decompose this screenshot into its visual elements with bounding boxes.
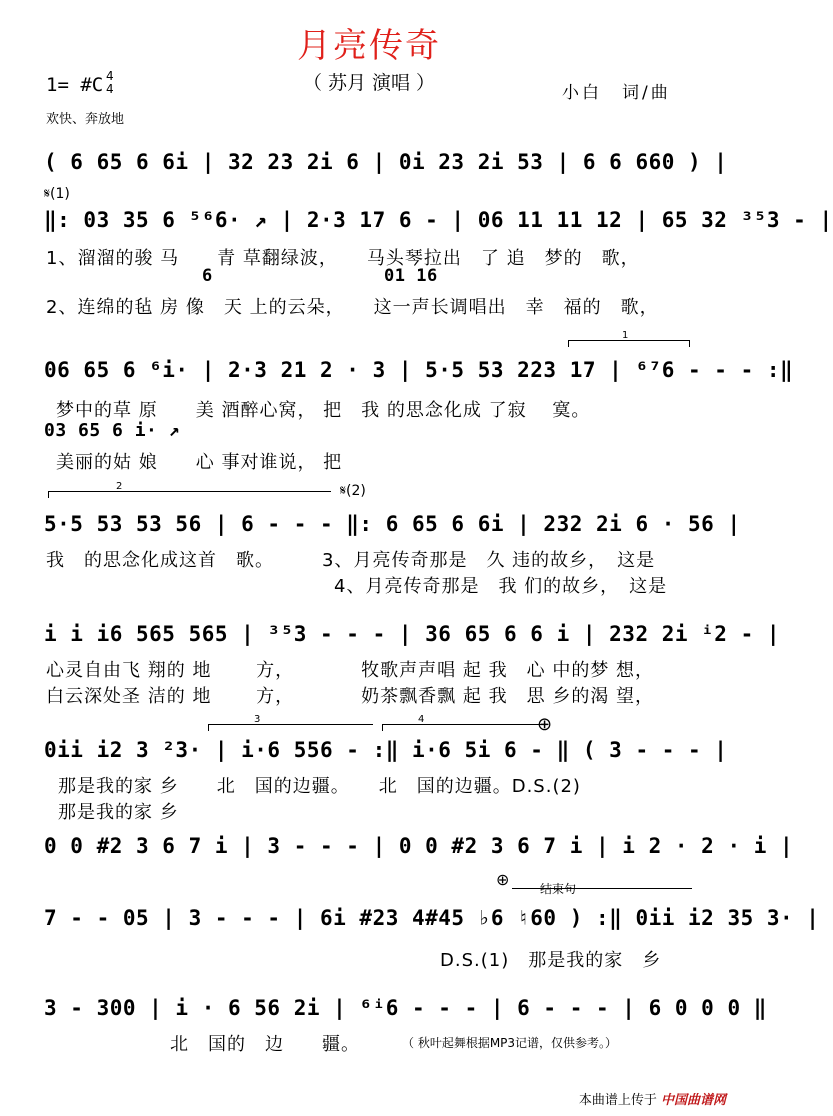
segno-mark-1: 𝄋(1): [44, 186, 70, 202]
meter-top: 4: [106, 69, 114, 83]
volta-number-2: 2: [116, 481, 123, 492]
upload-text: 本曲谱上传于: [578, 1093, 657, 1108]
lyric-verse-1: 1、溜溜的骏 马 青 草翻绿波， 马头琴拉出 了 追 梦的 歌，: [46, 248, 640, 269]
coda-icon: ⊕: [537, 714, 553, 735]
key-signature: 1= #C: [46, 74, 104, 96]
singer-credit: （ 苏月 演唱 ）: [302, 72, 436, 94]
score-line: 3 - 300 | i · 6 56 2i | ⁶ⁱ6 - - - | 6 - - - | 6 0 0 0 ‖: [44, 996, 767, 1020]
lyric-verse-1: 梦中的草 原 美 酒醉心窝， 把 我 的思念化成 了寂 寞。: [56, 400, 591, 421]
lyric-verse-4: 白云深处圣 洁的 地 方， 奶茶飘香飘 起 我 思 乡的渴 望，: [46, 686, 655, 707]
volta-number-3: 3: [254, 714, 261, 725]
alternate-notes: 6: [202, 266, 213, 286]
score-line: i i i6 565 565 | ³⁵3 - - - | 36 65 6 6 i | 232 2i ⁱ2 - |: [44, 622, 781, 646]
score-line-intro: ( 6 65 6 6i | 32 23 2i 6 | 0i 23 2i 53 | 6 6 660 ) |: [44, 150, 728, 174]
lyric-verse-4: 那是我的家 乡: [58, 802, 179, 823]
alternate-notes: 03 65 6 i· ↗: [44, 420, 181, 441]
volta-number-1: 1: [622, 330, 629, 341]
meter-bottom: 4: [106, 82, 114, 96]
lyric-verse-3: 心灵自由飞 翔的 地 方， 牧歌声声唱 起 我 心 中的梦 想，: [46, 660, 655, 681]
volta-number-4: 4: [418, 714, 425, 725]
volta-bracket-2: [48, 491, 331, 498]
coda-label: 结束句: [540, 882, 577, 896]
upload-credit: [579, 1089, 726, 1108]
lyric-coda: 北 国的 边 疆。: [170, 1034, 360, 1055]
coda-line: [512, 888, 692, 889]
alternate-notes: 01 16: [384, 266, 438, 286]
segno-mark-2: 𝄋(2): [340, 483, 366, 499]
score-line: 0ii i2 3 ²3· | i·6 556 - :‖ i·6 5i 6 - ‖ ( 3 - - - |: [44, 738, 728, 762]
lyric-verse-2: 美丽的姑 娘 心 事对谁说， 把: [56, 452, 343, 473]
tempo-marking: 欢快、奔放地: [46, 112, 125, 127]
lyric-coda: D.S.(1) 那是我的家 乡: [440, 950, 662, 971]
coda-icon: ⊕: [496, 870, 510, 889]
composer-credit: 小白 词/曲: [562, 83, 671, 103]
score-line: 7 - - 05 | 3 - - - | 6i #23 4#45 ♭6 ♮60 ) :‖ 0ii i2 35 3· |: [44, 906, 820, 930]
site-logo: 中国曲谱网: [660, 1093, 726, 1108]
score-line: ‖: 03 35 6 ⁵⁶6· ↗ | 2·3 17 6 - | 06 11 11 12 | 65 32 ³⁵3 - |: [44, 208, 833, 232]
score-line: 5·5 53 53 56 | 6 - - - ‖: 6 65 6 6i | 232 2i 6 · 56 |: [44, 512, 741, 536]
volta-bracket-1: [568, 340, 690, 347]
transcription-note: （ 秋叶起舞根据MP3记谱，仅供参考。）: [402, 1036, 618, 1050]
lyric-verse-2: 2、连绵的毡 房 像 天 上的云朵， 这一声长调唱出 幸 福的 歌，: [46, 297, 659, 318]
volta-bracket-4: [382, 724, 543, 731]
song-title: 月亮传奇: [297, 26, 441, 66]
time-signature: [106, 70, 114, 96]
volta-bracket-3: [208, 724, 373, 731]
lyric-verse-4: 4、月亮传奇那是 我 们的故乡， 这是: [334, 576, 668, 597]
score-line: 06 65 6 ⁶i· | 2·3 21 2 · 3 | 5·5 53 223 17 | ⁶⁷6 - - - :‖: [44, 358, 794, 382]
lyric-verse-3: 那是我的家 乡 北 国的边疆。 北 国的边疆。D.S.(2): [58, 776, 581, 797]
lyric-verse-3: 我 的思念化成这首 歌。 3、月亮传奇那是 久 违的故乡， 这是: [46, 550, 656, 571]
score-line: 0 0 #2 3 6 7 i | 3 - - - | 0 0 #2 3 6 7 i | i 2 · 2 · i |: [44, 834, 794, 858]
